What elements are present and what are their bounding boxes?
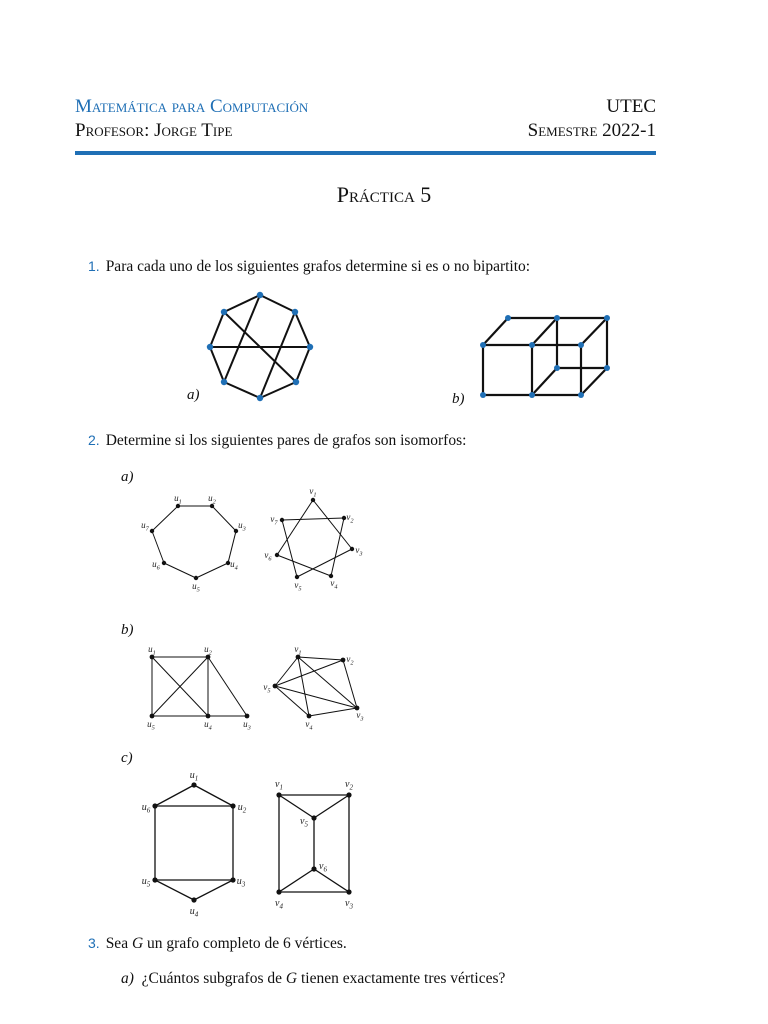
q2a-u-vertex-label: $u_6$ (152, 559, 160, 572)
q3-part-a (121, 970, 505, 988)
question-2-text: Determine si los siguientes pares de grafos son isomorfos: (105, 432, 467, 449)
question-3 (88, 935, 347, 953)
q2b-v-vertex-label: $v_3$ (356, 710, 364, 723)
q2b-v-vertex-label: $v_5$ (263, 682, 271, 695)
q2c-v-vertex (311, 866, 316, 871)
page-title: Práctica 5 (336, 182, 432, 207)
q3-part-a-before: ¿Cuántos subgrafos de (141, 970, 286, 987)
q2a-v-vertex-label: $v_3$ (355, 545, 363, 558)
q2c-v-vertex-label: $v_5$ (300, 816, 308, 829)
question-3-text-before: Sea (105, 935, 132, 952)
q2c-v-edge (314, 795, 349, 818)
q2c-v-vertex-label: $v_2$ (345, 779, 353, 792)
q2c-u-vertex-label: $u_4$ (189, 906, 199, 919)
q2-part-b-label: b) (121, 622, 134, 638)
q2a-v-vertex-label: $v_5$ (294, 580, 302, 593)
q2b-u-vertex-label: $u_3$ (243, 719, 251, 732)
q2c-v-vertex (276, 792, 281, 797)
q3-part-a-var: G (285, 970, 298, 987)
q2c-u-vertex-label: $u_5$ (141, 876, 151, 889)
q2b-u-vertex-label: $u_5$ (147, 719, 155, 732)
q1-part-b-label: b) (452, 391, 465, 407)
q2c-v-vertex-label: $v_6$ (319, 861, 327, 874)
q2b-u-vertex-label: $u_1$ (148, 644, 156, 657)
q2b-u-vertex-label: $u_2$ (204, 644, 212, 657)
q2c-v-vertex-label: $v_1$ (275, 779, 283, 792)
question-3-var: G (131, 935, 144, 952)
q2c-u-vertex-label: $u_6$ (141, 802, 151, 815)
q2c-v-vertex (346, 889, 351, 894)
q2b-u-vertex-label: $u_4$ (204, 719, 212, 732)
q2c-u-vertex-label: $u_2$ (237, 802, 247, 815)
q2c-v-vertex (276, 889, 281, 894)
q2a-u-vertex-label: $u_3$ (238, 520, 246, 533)
semester-label: Semestre 2022-1 (527, 120, 656, 141)
q2b-v-vertex-label: $v_2$ (346, 654, 354, 667)
question-3-number: 3. (88, 935, 100, 951)
q2c-v-vertex (311, 815, 316, 820)
question-3-text-after: un grafo completo de 6 vértices. (143, 935, 347, 952)
institution-name: UTEC (606, 96, 656, 117)
q2c-u-vertex-label: $u_1$ (189, 770, 199, 783)
question-2-number: 2. (88, 432, 100, 448)
q2c-v-vertex-label: $v_4$ (275, 898, 283, 911)
q2-part-a-label: a) (121, 469, 134, 485)
q2c-u-vertex-label: $u_3$ (236, 876, 246, 889)
course-title: Matemática para Computación (75, 96, 309, 117)
q2c-v-vertex (346, 792, 351, 797)
q1-part-a-label: a) (187, 387, 200, 403)
q2-part-c-label: c) (121, 750, 133, 766)
q2a-v-vertex-label: $v_1$ (309, 486, 317, 499)
q3-part-a-label: a) (121, 970, 134, 987)
q2c-v-edge (314, 869, 349, 892)
q2b-v-vertex-label: $v_4$ (305, 719, 313, 732)
q2a-v-vertex-label: $v_7$ (270, 514, 278, 527)
q2c-v-vertex-label: $v_3$ (345, 898, 353, 911)
question-1-text: Para cada uno de los siguientes grafos determine si es o no bipartito: (105, 258, 531, 275)
q2b-v-vertex-label: $v_1$ (294, 644, 302, 657)
q2a-u-vertex-label: $u_4$ (230, 559, 238, 572)
q2c-v-edge (279, 869, 314, 892)
q2a-u-vertex-label: $u_1$ (174, 493, 182, 506)
question-1-number: 1. (88, 258, 100, 274)
q2a-u-vertex-label: $u_7$ (141, 520, 149, 533)
q2a-v-vertex-label: $v_2$ (346, 512, 354, 525)
q2a-v-vertex-label: $v_4$ (330, 578, 338, 591)
q2a-u-vertex-label: $u_2$ (208, 493, 216, 506)
q3-part-a-after: tienen exactamente tres vértices? (297, 970, 506, 987)
q2a-u-vertex-label: $u_5$ (192, 581, 200, 594)
q2a-v-vertex-label: $v_6$ (264, 550, 272, 563)
professor-name: Profesor: Jorge Tipe (75, 120, 233, 141)
q2c-v-edge (279, 795, 314, 818)
